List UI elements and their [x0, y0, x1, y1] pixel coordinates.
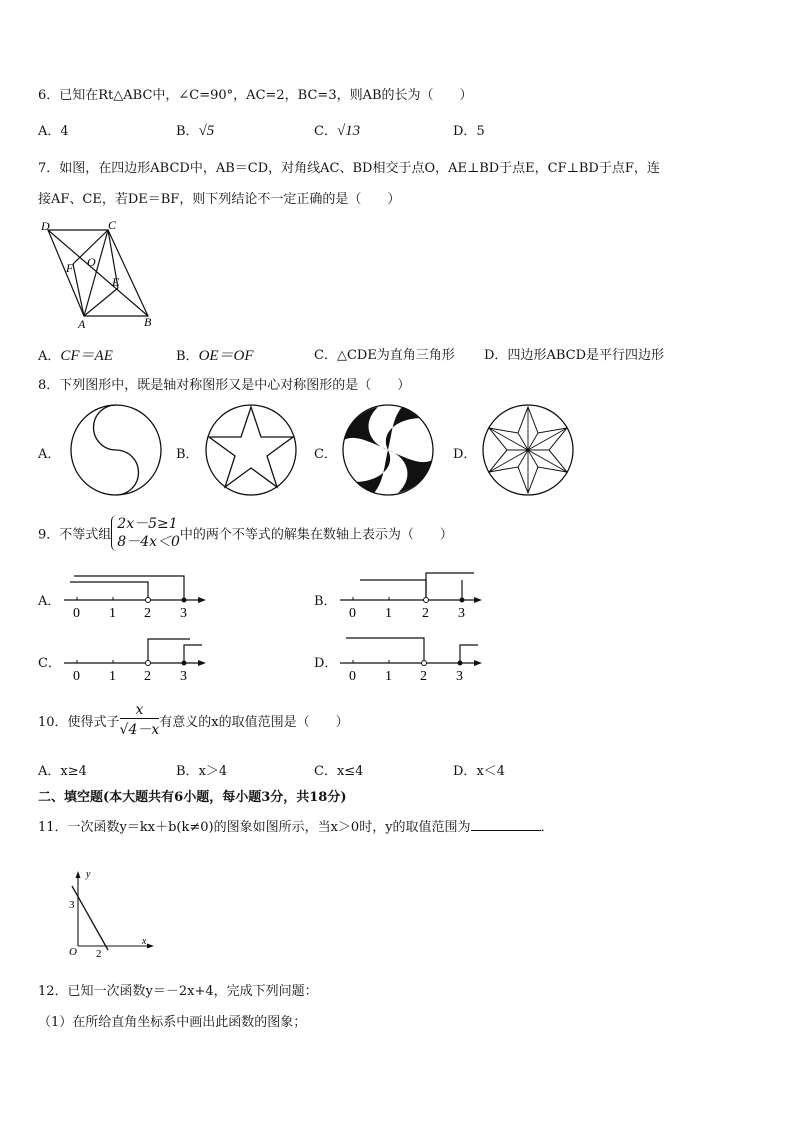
star-circle-figure: [203, 404, 299, 496]
q7-option-d: D．四边形ABCD是平行四边形: [484, 348, 664, 363]
q10-stem: 10．使得式子 $\frac{x}{√4-x}$ 有意义的x的取值范围是（ ）: [38, 702, 349, 738]
q10-option-b: B．x＞4: [176, 764, 228, 779]
inequality-system: 2x－5≥1 8－4x＜0: [111, 515, 180, 551]
answer-blank: [471, 818, 541, 831]
q6-option-c: C．√13: [314, 123, 361, 139]
label-c: C: [108, 218, 117, 232]
section-title: 二、填空题(本大题共有6小题，每小题3分，共18分): [38, 790, 347, 805]
q9-option-c-label: C．: [38, 656, 61, 671]
q7-option-c: C．△CDE为直角三角形: [314, 348, 455, 363]
q11-line-graph: [60, 866, 160, 958]
q12-part1: （1）在所给直角坐标系中画出此函数的图象；: [38, 1015, 307, 1030]
tick-2: 2: [144, 606, 151, 621]
label-e: E: [112, 275, 120, 289]
number-line-c: [60, 633, 210, 685]
pinwheel-circle-figure: [340, 404, 436, 496]
q8-option-a-label: A．: [38, 447, 61, 462]
origin-label: O: [69, 946, 77, 958]
q7-stem-line2: 接AF、CE，若DE＝BF，则下列结论不一定正确的是（ ）: [38, 192, 401, 207]
number-line-a: [60, 570, 210, 622]
svg-text:3: 3: [456, 669, 463, 684]
q10-option-a: A．x≥4: [38, 764, 87, 779]
q10-option-d: D．x＜4: [453, 764, 506, 779]
q7-option-b: B．OE＝OF: [176, 348, 254, 364]
svg-text:1: 1: [385, 669, 392, 684]
q12-stem: 12．已知一次函数y＝－2x+4，完成下列问题：: [38, 984, 318, 999]
svg-text:0: 0: [349, 606, 356, 621]
label-b: B: [144, 315, 152, 329]
q8-stem: 8．下列图形中，既是轴对称图形又是中心对称图形的是（ ）: [38, 378, 411, 393]
q6-stem: 6．已知在Rt△ABC中，∠C=90°，AC=2，BC=3，则AB的长为（ ）: [38, 88, 473, 103]
q9-option-b-label: B．: [314, 594, 337, 609]
svg-text:3: 3: [458, 606, 465, 621]
svg-text:2: 2: [144, 669, 151, 684]
q6-option-b: B．√5: [176, 123, 215, 139]
x-axis-label: x: [142, 936, 147, 947]
six-point-star-circle-figure: [480, 404, 576, 496]
q9-option-a-label: A．: [38, 594, 61, 609]
q6-option-d: D．5: [453, 124, 485, 139]
q8-option-c-label: C．: [314, 447, 337, 462]
fraction-expression: $\frac{x}{√4-x}$: [119, 702, 160, 738]
number-line-b: [336, 570, 486, 622]
q6-option-a: A．4: [38, 124, 69, 139]
q8-option-b-label: B．: [176, 447, 199, 462]
q11-stem: 11．一次函数y＝kx＋b(k≠0)的图象如图所示，当x＞0时，y的取值范围为 ．: [38, 820, 554, 835]
y-intercept-label: 3: [69, 899, 75, 911]
svg-text:1: 1: [385, 606, 392, 621]
label-a: A: [78, 317, 86, 331]
yin-yang-circle-figure: [68, 404, 164, 496]
label-o: O: [87, 255, 96, 269]
tick-0: 0: [73, 606, 80, 621]
svg-text:0: 0: [349, 669, 356, 684]
q10-option-c: C．x≤4: [314, 764, 364, 779]
label-f: F: [66, 261, 74, 275]
number-line-d: [336, 633, 486, 685]
q7-quadrilateral-figure: [38, 218, 168, 333]
q9-stem: 9．不等式组 2x－5≥1 8－4x＜0 中的两个不等式的解集在数轴上表示为（ ）: [38, 516, 453, 550]
q8-option-d-label: D．: [453, 447, 477, 462]
label-d: D: [41, 219, 50, 233]
svg-text:2: 2: [420, 669, 427, 684]
svg-text:2: 2: [422, 606, 429, 621]
svg-text:3: 3: [180, 669, 187, 684]
x-intercept-label: 2: [96, 948, 102, 960]
svg-text:1: 1: [109, 669, 116, 684]
tick-1: 1: [109, 606, 116, 621]
q7-stem-line1: 7．如图，在四边形ABCD中，AB＝CD，对角线AC、BD相交于点O，AE⊥BD于点E，CF⊥BD于点F，连: [38, 161, 660, 176]
q7-option-a: A．CF＝AE: [38, 348, 113, 364]
tick-3: 3: [180, 606, 187, 621]
y-axis-label: y: [86, 869, 91, 880]
svg-text:0: 0: [73, 669, 80, 684]
q9-option-d-label: D．: [314, 656, 338, 671]
